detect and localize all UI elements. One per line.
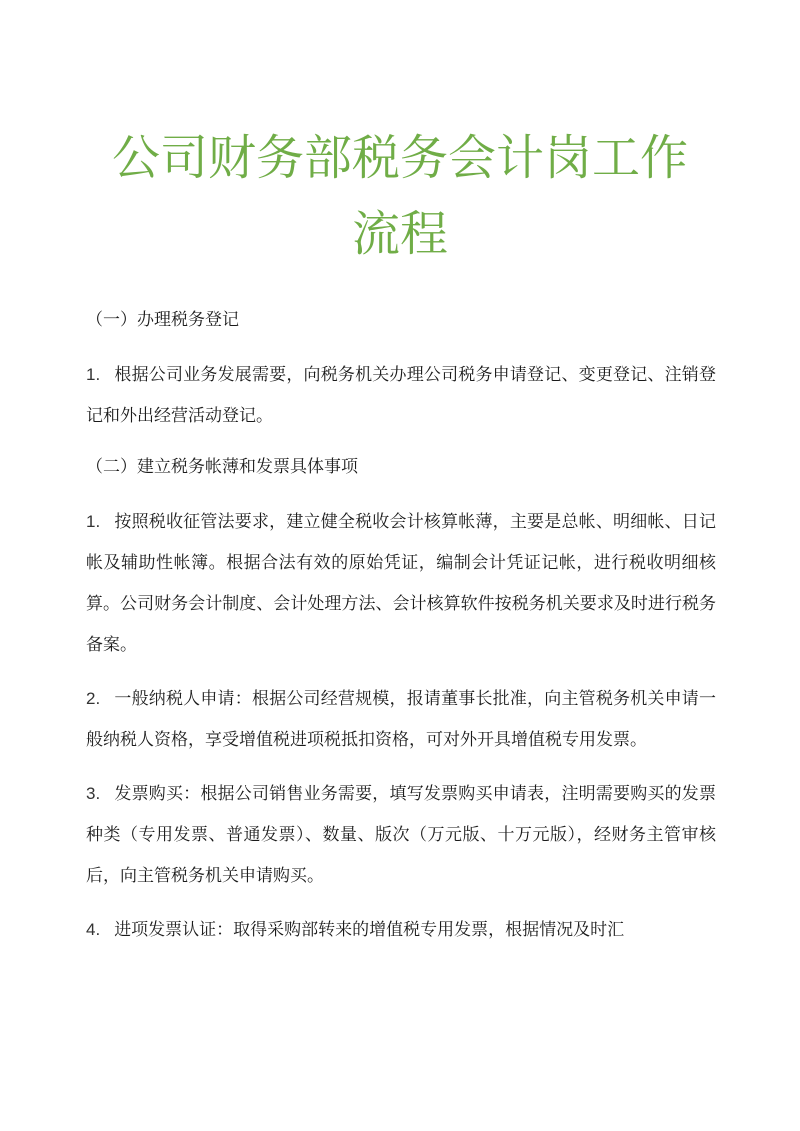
document-title: [60, 120, 740, 272]
section-heading-registration: （一）办理税务登记: [86, 310, 239, 330]
paragraph-text: 按照税收征管法要求，建立健全税收会计核算帐薄，主要是总帐、明细帐、日记帐及辅助性帐簿。根据合法有效的原始凭证，编制会计凭证记帐，进行税收明细核算。公司财务会计制度、会计处理方法、会计核算软件按税务机关要求及时进行税务备案。: [86, 512, 716, 655]
paragraph-text: 一般纳税人申请：根据公司经营规模，报请董事长批准，向主管税务机关申请一般纳税人资格，享受增值税进项税抵扣资格，可对外开具增值税专用发票。: [86, 689, 716, 750]
document-body: [86, 302, 716, 963]
item-number: 1.: [86, 512, 101, 531]
section-heading-books-invoices: （二）建立税务帐薄和发票具体事项: [86, 457, 358, 477]
item-number: 4.: [86, 920, 101, 939]
paragraph-text: 根据公司业务发展需要，向税务机关办理公司税务申请登记、变更登记、注销登记和外出经营活动登记。: [86, 365, 716, 426]
item-number: 3.: [86, 784, 101, 803]
paragraph-registration-1: [86, 354, 716, 437]
title-line-1: 公司财务部税务会计岗工作: [111, 130, 688, 186]
paragraph-books-3: [86, 773, 716, 897]
paragraph-books-4: [86, 909, 716, 951]
paragraph-text: 发票购买：根据公司销售业务需要，填写发票购买申请表，注明需要购买的发票种类（专用发票、普通发票）、数量、版次（万元版、十万元版），经财务主管审核后，向主管税务机关申请购买。: [86, 784, 716, 886]
item-number: 1.: [86, 365, 101, 384]
title-line-2: 流程: [351, 206, 448, 262]
paragraph-books-2: [86, 678, 716, 761]
paragraph-text: 进项发票认证：取得采购部转来的增值税专用发票，根据情况及时汇: [114, 920, 625, 940]
paragraph-books-1: [86, 501, 716, 666]
item-number: 2.: [86, 689, 101, 708]
